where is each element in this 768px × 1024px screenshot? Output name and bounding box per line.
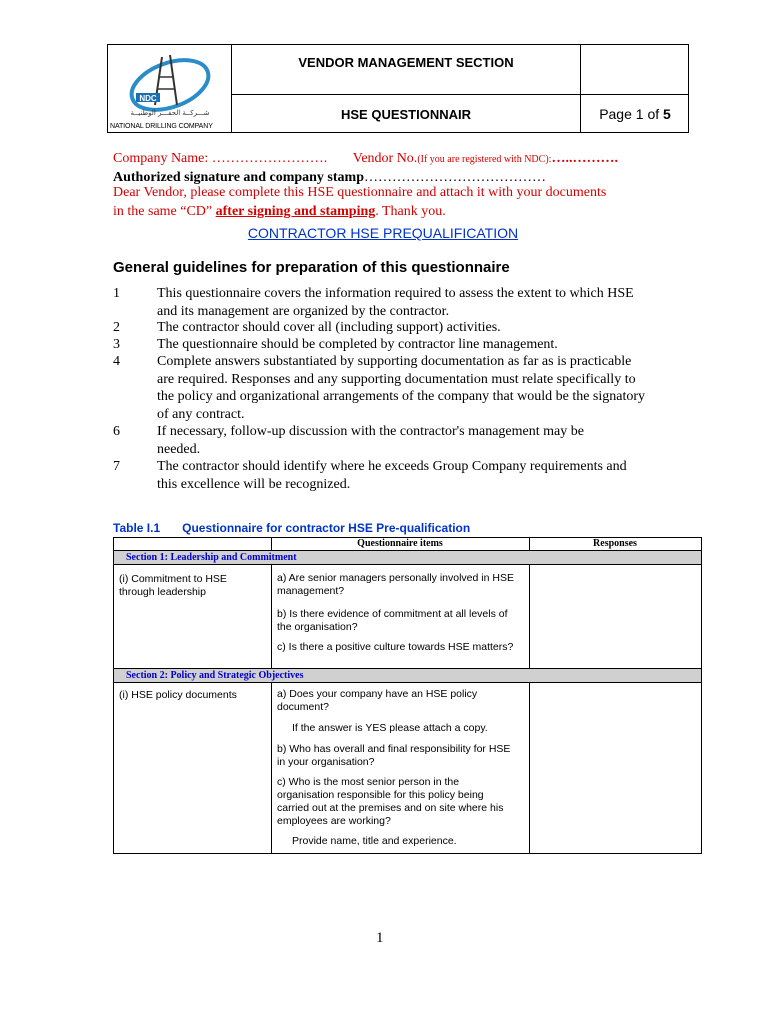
section-2-header: Section 2: Policy and Strategic Objectives [114, 668, 701, 683]
s2-question-a-note: If the answer is YES please attach a copy. [292, 722, 488, 734]
header-table [107, 44, 689, 133]
section-title: VENDOR MANAGEMENT SECTION [298, 55, 514, 70]
document-title: HSE QUESTIONNAIR [340, 107, 471, 122]
instruction-text: Dear Vendor, please complete this HSE questionnaire and attach it with your documents in the same “CD” after signing and stamping. Thank you. [113, 185, 607, 219]
logo-english-text: NATIONAL DRILLING COMPANY [110, 123, 213, 130]
vendor-no-label: Vendor No. [352, 151, 418, 166]
page-indicator: Page 1 of 5 [599, 106, 671, 122]
vendor-no-dots: …..………. [551, 151, 618, 166]
company-vendor-line [113, 149, 713, 169]
s1-item: (i) Commitment to HSE through leadership [119, 573, 227, 598]
prequalification-link[interactable]: CONTRACTOR HSE PREQUALIFICATION [247, 225, 519, 241]
company-name-label: Company Name: ……………………. [113, 151, 328, 166]
signature-line: Authorized signature and company stamp………………………………… [113, 170, 546, 185]
logo-arabic-text: شـــركــة الحفـــر الوطنيــة [130, 109, 210, 117]
s1-question-b: b) Is there evidence of commitment at all levels of the organisation? [277, 608, 508, 633]
signature-label: Authorized signature and company stamp [113, 170, 364, 185]
section-1-header: Section 1: Leadership and Commitment [114, 550, 701, 565]
page-number: 1 [376, 930, 384, 946]
s2-item: (i) HSE policy documents [119, 689, 237, 701]
questionnaire-table [113, 537, 702, 854]
vendor-no-note: (If you are registered with NDC): [417, 154, 552, 165]
s1-question-c: c) Is there a positive culture towards HSE matters? [277, 641, 514, 653]
s2-question-b: b) Who has overall and final responsibility for HSE in your organisation? [277, 743, 511, 768]
table-caption: Table I.1 Questionnaire for contractor HSE Pre-qualification [113, 521, 471, 535]
guidelines-title: General guidelines for preparation of this questionnaire [113, 259, 510, 276]
column-header-items: Questionnaire items [357, 538, 443, 549]
s1-question-a: a) Are senior managers personally involved in HSE management? [277, 572, 514, 597]
s2-question-a: a) Does your company have an HSE policy document? [277, 688, 478, 713]
s2-question-c-note: Provide name, title and experience. [292, 835, 457, 847]
s2-question-c: c) Who is the most senior person in the organisation responsible for this policy being carried out at the premises and on site where his employees are working? [277, 776, 504, 827]
company-logo [110, 47, 230, 131]
guidelines-list: 1 This questionnaire covers the information required to assess the extent to which HSE and its management are organized by the contractor. 2 The contractor should cover all (including support) activities. 3 The questionnaire should be completed by contractor line management. 4 Complete answers substantiated by supporting documentation as far as is practicable are required. Responses and any supporting documentation must relate specifically to the policy and organizational arrangements of the company that would be the signatory of any contract. 6 If necessary, follow-up discussion with the contractor's management may be needed. 7 The contractor should identify where he exceeds Group Company requirements and this excellence will be recognized. [113, 286, 646, 492]
column-header-responses: Responses [593, 538, 637, 549]
logo-abbr: NDC [139, 94, 157, 103]
